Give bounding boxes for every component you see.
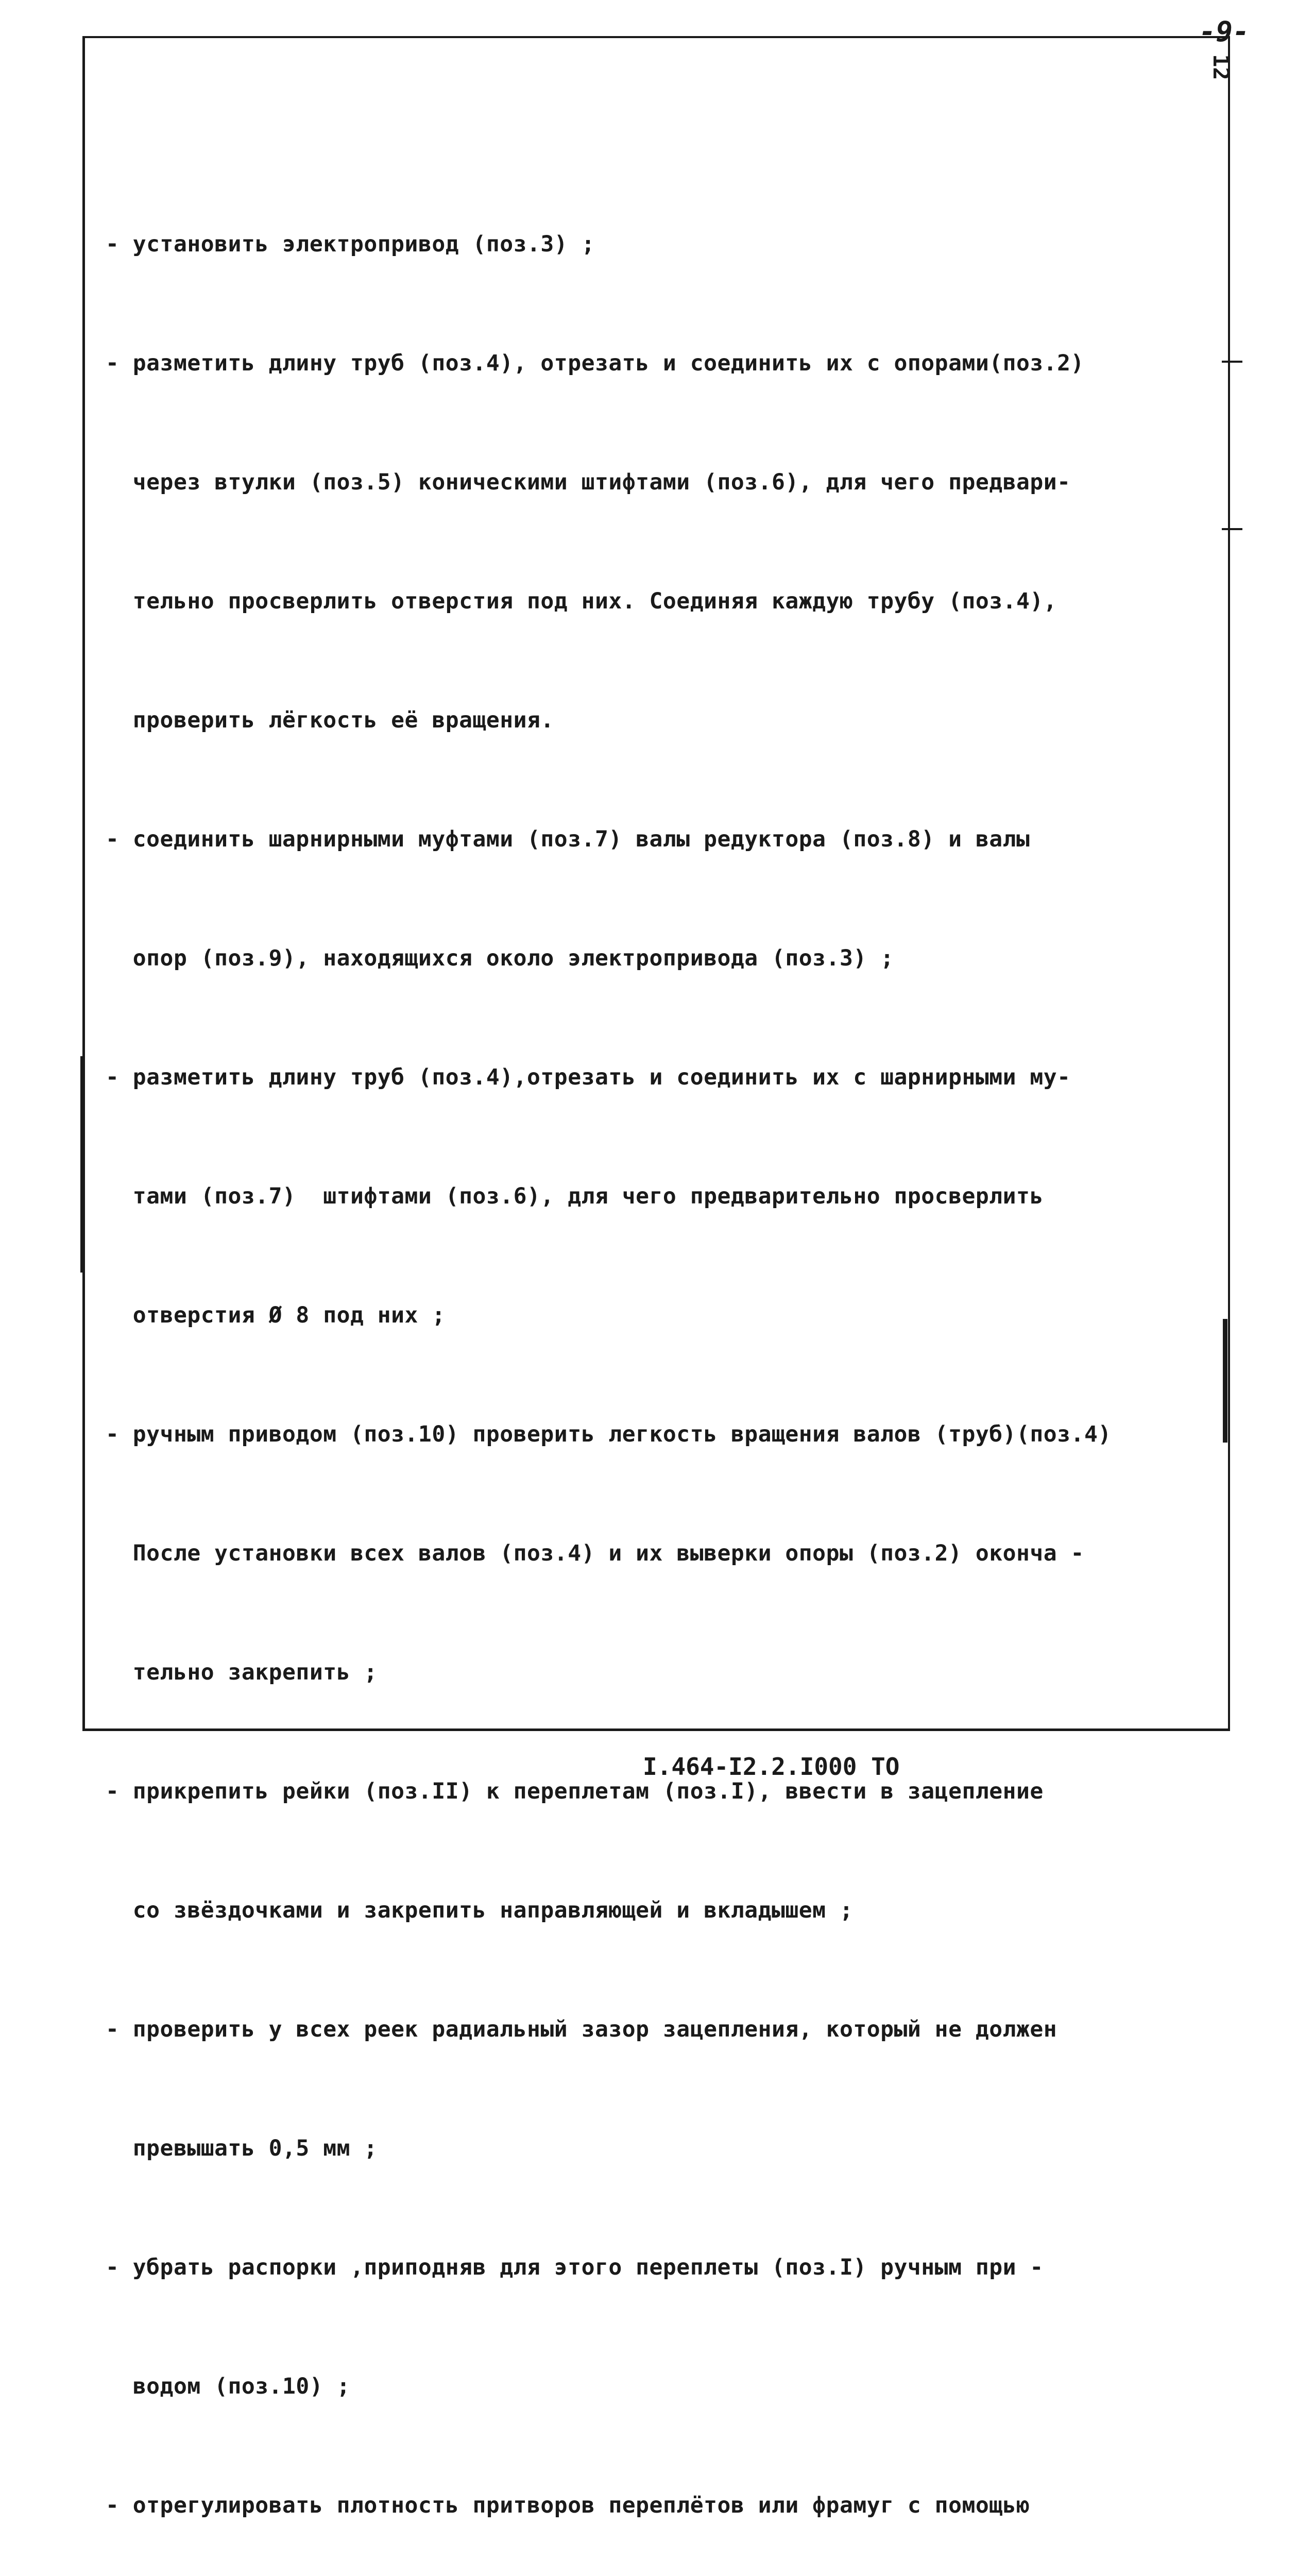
instruction-list	[106, 145, 1228, 2576]
list-item: отверстия Ø 8 под них ;	[106, 1302, 446, 1328]
list-item: тами (поз.7) штифтами (поз.6), для чего предварительно просверлить	[106, 1183, 1044, 1209]
list-item: водом (поз.10) ;	[106, 2374, 350, 2399]
list-item: превышать 0,5 мм ;	[106, 2136, 378, 2161]
list-item: опор (поз.9), находящихся около электропривода (поз.3) ;	[106, 945, 894, 971]
list-item: - разметить длину труб (поз.4),отрезать и соединить их с шарнирными му-	[106, 1064, 1071, 1090]
list-item: проверить лёгкость её вращения.	[106, 707, 554, 733]
list-item: - соединить шарнирными муфтами (поз.7) валы редуктора (поз.8) и валы	[106, 826, 1030, 852]
list-item: - ручным приводом (поз.10) проверить легкость вращения валов (труб)(поз.4)	[106, 1421, 1112, 1447]
list-item: - убрать распорки ,приподняв для этого переплеты (поз.I) ручным при -	[106, 2255, 1044, 2280]
frame-left-thick-segment	[80, 1056, 85, 1273]
document-body	[106, 66, 1228, 2576]
list-item: После установки всех валов (поз.4) и их выверки опоры (поз.2) оконча -	[106, 1540, 1084, 1566]
list-item: - проверить у всех реек радиальный зазор зацепления, который не должен	[106, 2016, 1057, 2042]
list-item: со звёздочками и закрепить направляющей и вкладышем ;	[106, 1897, 854, 1923]
list-item: - разметить длину труб (поз.4), отрезать и соединить их с опорами(поз.2)	[106, 350, 1084, 376]
list-item: через втулки (поз.5) коническими штифтами (поз.6), для чего предвари-	[106, 469, 1071, 495]
page-number: -9-	[1199, 15, 1250, 48]
side-mark: 12	[1208, 54, 1234, 80]
list-item: - отрегулировать плотность притворов переплётов или фрамуг с помощью	[106, 2493, 1030, 2518]
list-item: - установить электропривод (поз.3) ;	[106, 231, 595, 257]
document-code: I.464-I2.2.I000 ТО	[643, 1753, 900, 1781]
list-item: тельно закрепить ;	[106, 1659, 378, 1685]
list-item: тельно просверлить отверстия под них. Соединяя каждую трубу (поз.4),	[106, 588, 1057, 614]
list-item: - прикрепить рейки (поз.II) к переплетам (поз.I), ввести в зацепление	[106, 1778, 1044, 1804]
